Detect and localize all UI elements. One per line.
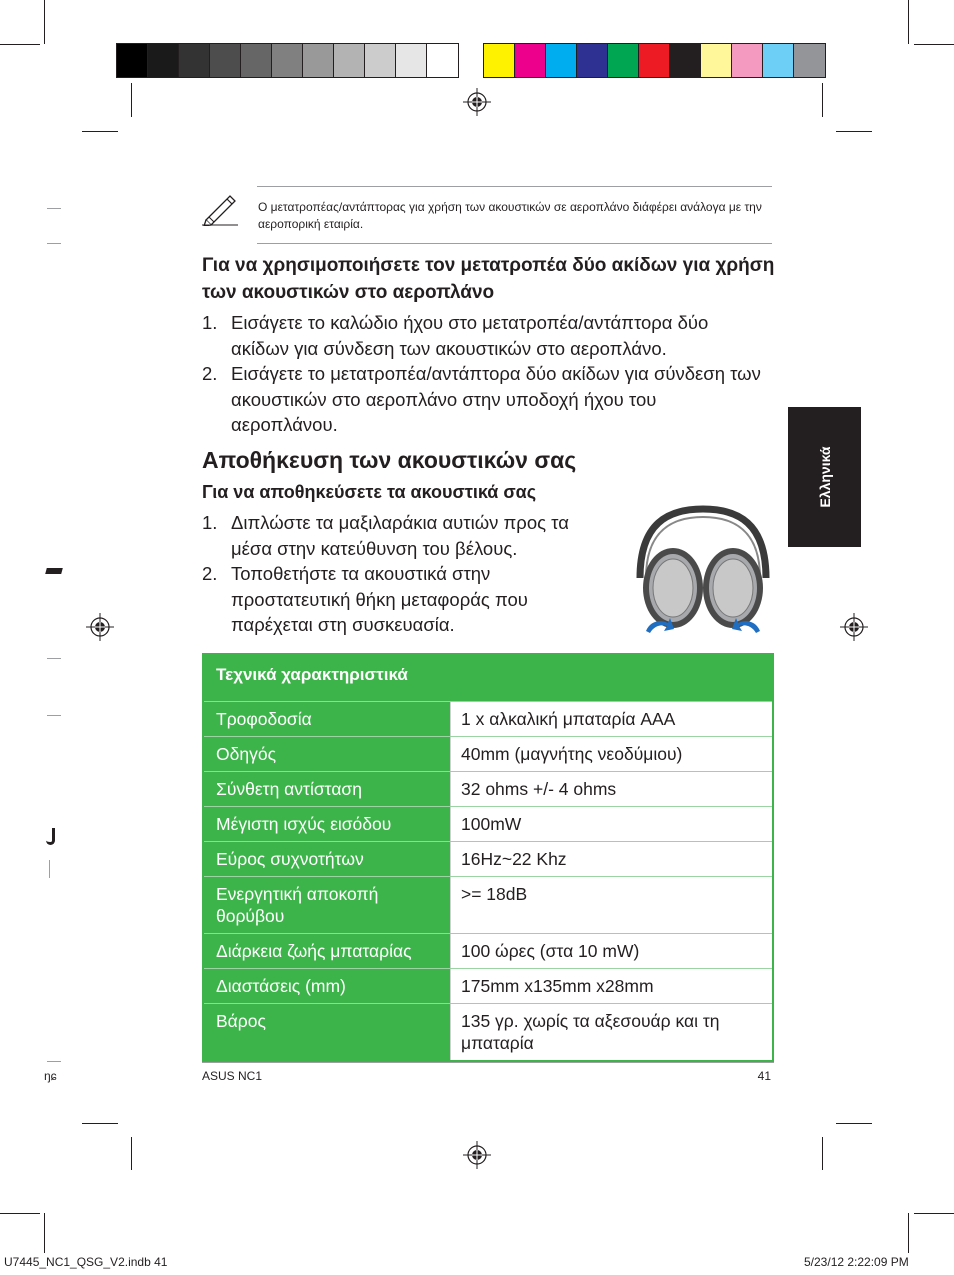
- spec-value: 100mW: [450, 807, 772, 841]
- gray-swatch: [427, 44, 458, 77]
- step-number: 1.: [202, 512, 218, 533]
- list-item: [202, 361, 762, 438]
- step-text: Διπλώστε τα μαξιλαράκια αυτιών προς τα μέσα στην κατεύθυνση του βέλους.: [231, 512, 569, 559]
- margin-fragment: [45, 568, 63, 574]
- margin-tick: [47, 715, 61, 716]
- margin-tick: [47, 243, 61, 244]
- footer-rule: [202, 1062, 774, 1063]
- crop-mark: [44, 0, 45, 44]
- color-swatch: [670, 44, 701, 77]
- step-number: 2.: [202, 563, 218, 584]
- table-row: [204, 771, 772, 806]
- table-row: [204, 841, 772, 876]
- color-swatch: [639, 44, 670, 77]
- crop-mark: [836, 1123, 872, 1124]
- gray-swatch: [210, 44, 241, 77]
- spec-key: Διάρκεια ζωής μπαταρίας: [216, 941, 412, 961]
- grayscale-bar: [116, 43, 459, 78]
- margin-fragment: [46, 828, 55, 845]
- table-row: [204, 736, 772, 771]
- color-swatch: [763, 44, 794, 77]
- gray-swatch: [179, 44, 210, 77]
- airplane-section-title: Για να χρησιμοποιήσετε τον μετατροπέα δύο ακίδων για χρήση των ακουστικών στο αεροπλάνο: [202, 255, 775, 303]
- color-swatch: [732, 44, 763, 77]
- margin-tick: [49, 860, 50, 878]
- spec-value: 175mm x135mm x28mm: [450, 969, 772, 1003]
- slug-file-name: U7445_NC1_QSG_V2.indb 41: [4, 1255, 168, 1269]
- spec-value: 40mm (μαγνήτης νεοδύμιου): [450, 737, 772, 771]
- storage-steps-list: [202, 510, 597, 638]
- crop-mark: [0, 1213, 40, 1214]
- spec-key: Οδηγός: [216, 744, 277, 764]
- gray-swatch: [396, 44, 427, 77]
- margin-fragment-text: ŋɕ: [44, 1069, 57, 1083]
- step-number: 1.: [202, 312, 218, 333]
- spec-value: 16Hz~22 Khz: [450, 842, 772, 876]
- slug-datetime: 5/23/12 2:22:09 PM: [804, 1255, 909, 1269]
- gray-swatch: [148, 44, 179, 77]
- list-item: [202, 510, 597, 561]
- list-item: [202, 310, 762, 361]
- spec-value: 1 x αλκαλική μπαταρία AAA: [450, 702, 772, 736]
- specs-table-header: Τεχνικά χαρακτηριστικά: [216, 665, 408, 684]
- pencil-note-icon: [200, 190, 240, 226]
- table-row: [204, 933, 772, 968]
- table-row: [204, 1003, 772, 1060]
- crop-mark: [914, 1213, 954, 1214]
- crop-mark: [82, 1123, 118, 1124]
- gray-swatch: [303, 44, 334, 77]
- spec-value: 32 ohms +/- 4 ohms: [450, 772, 772, 806]
- margin-tick: [47, 658, 61, 659]
- crop-mark: [131, 1137, 132, 1170]
- specs-table: [202, 653, 774, 1062]
- color-swatch: [515, 44, 546, 77]
- step-number: 2.: [202, 363, 218, 384]
- footer-product-name: ASUS NC1: [202, 1069, 263, 1083]
- color-swatch: [701, 44, 732, 77]
- gray-swatch: [241, 44, 272, 77]
- spec-key: Μέγιστη ισχύς εισόδου: [216, 814, 392, 834]
- color-swatch: [546, 44, 577, 77]
- spec-key: Ενεργητική αποκοπή θορύβου: [216, 884, 379, 926]
- list-item: [202, 561, 597, 638]
- crop-mark: [131, 83, 132, 117]
- language-side-tab: [788, 407, 861, 547]
- crop-mark: [908, 0, 909, 44]
- table-row: [204, 701, 772, 736]
- color-swatch: [794, 44, 825, 77]
- spec-key: Διαστάσεις (mm): [216, 976, 346, 996]
- registration-mark-icon: [840, 613, 868, 641]
- note-text: Ο μετατροπέας/αντάπτορας για χρήση των ακουστικών σε αεροπλάνο διάφέρει ανάλογα με την αεροπορική εταιρία.: [258, 200, 762, 231]
- registration-mark-icon: [463, 88, 491, 116]
- color-swatch: [577, 44, 608, 77]
- crop-mark: [44, 1213, 45, 1253]
- crop-mark: [914, 44, 954, 45]
- table-row: [204, 806, 772, 841]
- registration-mark-icon: [463, 1141, 491, 1169]
- spec-value: 100 ώρες (στα 10 mW): [450, 934, 772, 968]
- color-calibration-bar: [483, 43, 826, 78]
- color-swatch: [608, 44, 639, 77]
- crop-mark: [0, 44, 40, 45]
- gray-swatch: [117, 44, 148, 77]
- color-swatch: [484, 44, 515, 77]
- crop-mark: [822, 83, 823, 117]
- step-text: Εισάγετε το καλώδιο ήχου στο μετατροπέα/αντάπτορα δύο ακίδων για σύνδεση των ακουστικών στο αεροπλάνο.: [231, 312, 709, 359]
- crop-mark: [82, 131, 118, 132]
- spec-key: Εύρος συχνοτήτων: [216, 849, 364, 869]
- crop-mark: [908, 1213, 909, 1253]
- storage-section-title: Αποθήκευση των ακουστικών σας: [202, 447, 577, 473]
- spec-key: Βάρος: [216, 1011, 266, 1031]
- footer-page-number: 41: [757, 1069, 771, 1083]
- note-bottom-rule: [257, 243, 772, 244]
- step-text: Εισάγετε το μετατροπέα/αντάπτορα δύο ακίδων για σύνδεση των ακουστικών στο αεροπλάνο στην υποδοχή ήχου του αεροπλάνου.: [231, 363, 761, 435]
- spec-key: Τροφοδοσία: [216, 709, 312, 729]
- spec-key: Σύνθετη αντίσταση: [216, 779, 362, 799]
- crop-mark: [822, 1137, 823, 1170]
- folded-headphones-illustration: [628, 503, 778, 643]
- note-top-rule: [257, 186, 772, 187]
- spec-value: >= 18dB: [450, 877, 772, 933]
- language-side-tab-label: Ελληνικά: [816, 446, 833, 508]
- table-row: [204, 968, 772, 1003]
- gray-swatch: [334, 44, 365, 77]
- registration-mark-icon: [86, 613, 114, 641]
- gray-swatch: [365, 44, 396, 77]
- step-text: Τοποθετήστε τα ακουστικά στην προστατευτική θήκη μεταφοράς που παρέχεται στη συσκευασία.: [231, 563, 528, 635]
- table-row: [204, 876, 772, 933]
- gray-swatch: [272, 44, 303, 77]
- airplane-steps-list: [202, 310, 762, 438]
- spec-value: 135 γρ. χωρίς τα αξεσουάρ και τη μπαταρία: [450, 1004, 772, 1060]
- crop-mark: [836, 131, 872, 132]
- margin-tick: [47, 208, 61, 209]
- margin-tick: [47, 1061, 61, 1062]
- storage-subtitle: Για να αποθηκεύσετε τα ακουστικά σας: [202, 482, 537, 502]
